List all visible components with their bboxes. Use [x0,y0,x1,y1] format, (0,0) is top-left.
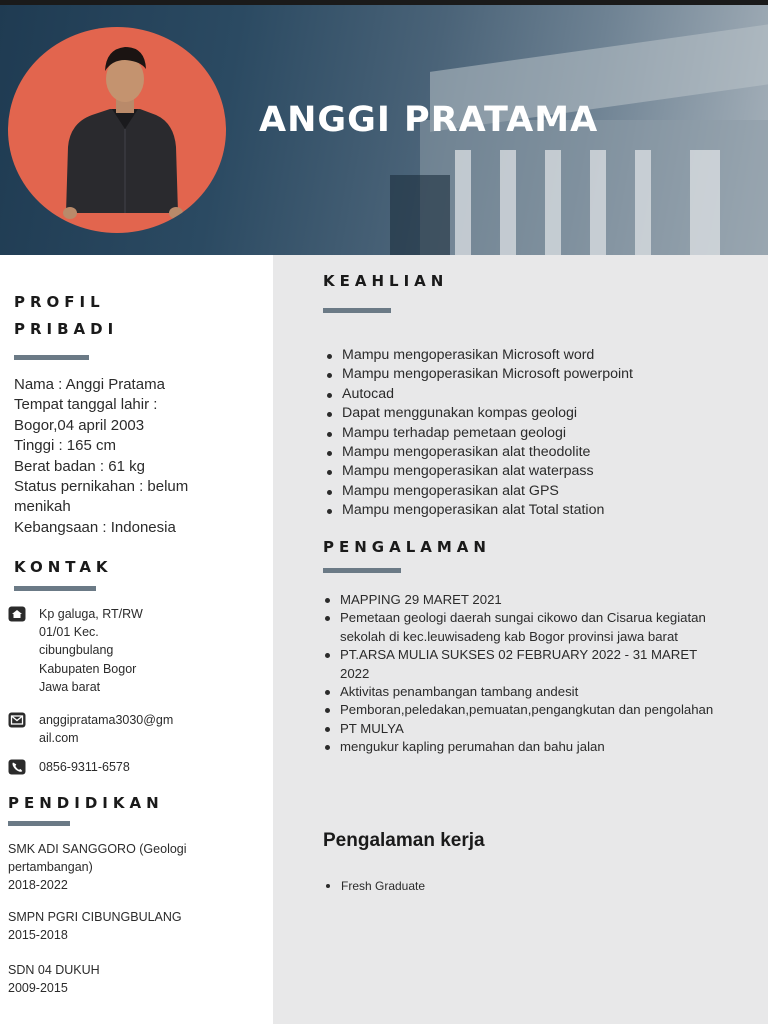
skill-item: Mampu mengoperasikan alat GPS [323,482,633,501]
profile-photo [8,27,226,233]
building-column [500,150,516,255]
experience-item: MAPPING 29 MARET 2021 [321,591,721,609]
address-line: Kabupaten Bogor [39,661,137,676]
email-line: ail.com [39,731,79,746]
skill-item: Mampu mengoperasikan Microsoft powerpoint [323,365,633,384]
school-name: SDN 04 DUKUH [8,963,100,977]
profile-divider [14,355,89,360]
work-experience-item: Fresh Graduate [322,877,425,895]
skill-item: Mampu mengoperasikan alat Total station [323,501,633,520]
profile-line: Bogor,04 april 2003 [14,416,145,434]
contact-title: KONTAK [14,558,113,576]
school-name: pertambangan) [8,860,93,874]
skills-divider [323,308,391,313]
experience-item: Aktivitas penambangan tambang andesit [321,683,721,701]
experience-item: mengukur kapling perumahan dan bahu jalan [321,738,721,756]
experience-title: PENGALAMAN [323,538,491,556]
experience-item: PT MULYA [321,720,721,738]
profile-line: Tinggi : 165 cm [14,437,116,455]
skill-item: Dapat menggunakan kompas geologi [323,404,633,423]
building-shadow [390,175,450,255]
top-border [0,0,768,5]
profile-line: Tempat tanggal lahir : [14,396,158,414]
experience-item: Pemetaan geologi daerah sungai cikowo dan Cisarua kegiatan sekolah di kec.leuwisadeng kab Bogor provinsi jawa barat [321,609,721,646]
person-silhouette-icon [8,27,226,233]
email-icon [8,712,26,728]
address-line: Kp galuga, RT/RW [39,607,143,621]
experience-item: Pemboran,peledakan,pemuatan,pengangkutan dan pengolahan [321,701,721,719]
email-line: anggipratama3030@gm [39,713,174,727]
profile-line: menikah [14,498,71,516]
contact-email[interactable] [8,711,173,747]
profile-line: Berat badan : 61 kg [14,457,145,475]
header-banner [0,0,768,255]
education-divider [8,821,70,826]
candidate-name: ANGGI PRATAMA [259,100,599,140]
education-entry [8,908,182,944]
school-name: SMPN PGRI CIBUNGBULANG [8,910,182,924]
experience-divider [323,568,401,573]
building-column [590,150,606,255]
school-years: 2015-2018 [8,928,68,942]
profile-title-line2: PRIBADI [14,320,119,338]
contact-address [8,605,143,696]
education-entry [8,961,100,997]
contact-phone[interactable] [8,758,130,776]
profile-line: Nama : Anggi Pratama [14,376,165,393]
profile-title-line1: PROFIL [14,293,105,311]
education-entry [8,840,187,894]
profile-line: Status pernikahan : belum [14,478,189,496]
profile-details [14,375,264,538]
work-experience-title: Pengalaman kerja [323,830,485,851]
address-line: 01/01 Kec. [39,625,99,640]
building-column [455,150,471,255]
phone-number: 0856-9311-6578 [39,760,130,774]
skill-item: Mampu mengoperasikan alat waterpass [323,462,633,481]
school-name: SMK ADI SANGGORO (Geologi [8,842,187,856]
experience-item: PT.ARSA MULIA SUKSES 02 FEBRUARY 2022 - 31 MARET 2022 [321,646,721,683]
contact-divider [14,586,96,591]
address-line: cibungbulang [39,643,114,658]
skill-item: Mampu mengoperasikan Microsoft word [323,346,633,365]
skills-title: KEAHLIAN [323,272,449,290]
profile-line: Kebangsaan : Indonesia [14,518,176,536]
building-column [635,150,651,255]
school-years: 2018-2022 [8,878,68,892]
address-line: Jawa barat [39,679,101,694]
home-icon [8,606,26,622]
skill-item: Mampu terhadap pemetaan geologi [323,424,633,443]
skill-item: Mampu mengoperasikan alat theodolite [323,443,633,462]
skill-item: Autocad [323,385,633,404]
education-title: PENDIDIKAN [8,794,164,812]
school-years: 2009-2015 [8,981,68,995]
skills-list [323,346,633,521]
building-column [690,150,720,255]
experience-list [321,591,721,757]
work-experience-list [322,877,425,895]
building-column [545,150,561,255]
phone-icon [8,759,26,775]
